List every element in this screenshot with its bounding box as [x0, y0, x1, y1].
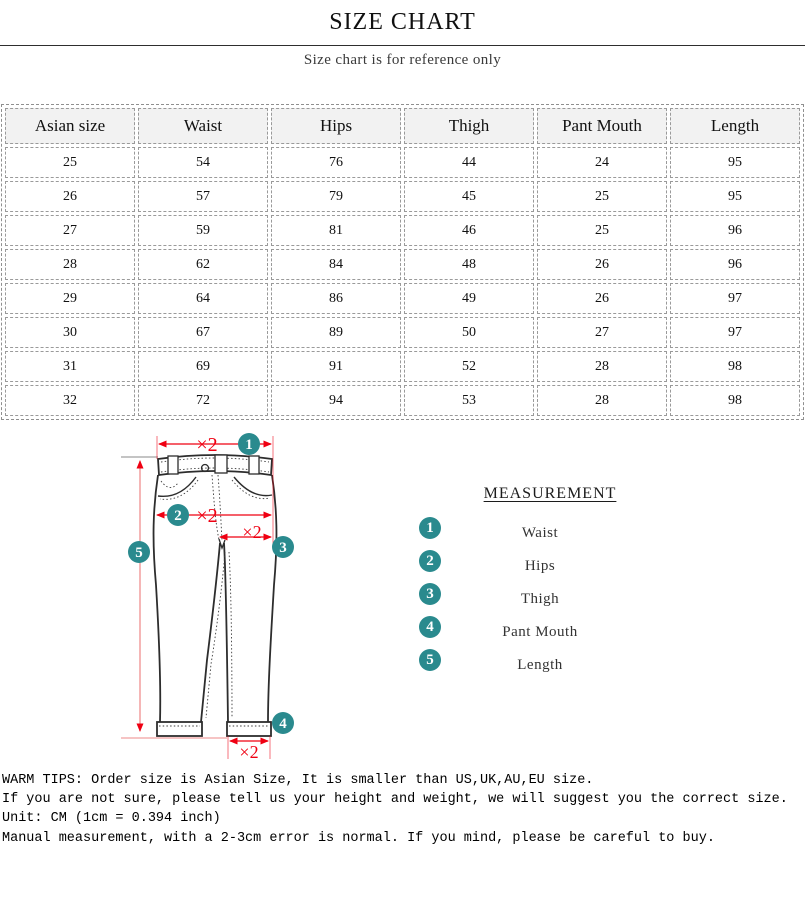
size-cell: 76: [271, 147, 401, 178]
size-cell: 98: [670, 351, 800, 382]
measurement-label: Hips: [524, 558, 556, 574]
size-cell: 28: [5, 249, 135, 280]
column-header: Thigh: [404, 108, 534, 144]
size-cell: 96: [670, 249, 800, 280]
measurement-legend-item: [405, 582, 695, 615]
measurement-number-badge: 2: [419, 550, 441, 572]
size-cell: 81: [271, 215, 401, 246]
column-header: Waist: [138, 108, 268, 144]
warm-tip-line: Manual measurement, with a 2-3cm error is normal. If you mind, please be careful to buy.: [2, 830, 715, 846]
size-cell: 84: [271, 249, 401, 280]
size-row: [5, 283, 800, 314]
size-cell: 45: [404, 181, 534, 212]
thigh-marker: 3: [279, 540, 287, 556]
page-title: SIZE CHART: [329, 9, 476, 35]
size-cell: 91: [271, 351, 401, 382]
size-cell: 24: [537, 147, 667, 178]
size-cell: 27: [537, 317, 667, 348]
dimension-lines: [121, 436, 273, 759]
measurement-label: Waist: [521, 525, 559, 541]
warm-tips: [2, 771, 803, 848]
size-cell: 62: [138, 249, 268, 280]
size-cell: 96: [670, 215, 800, 246]
size-cell: 25: [537, 181, 667, 212]
measurement-label: Length: [517, 657, 563, 673]
size-cell: 54: [138, 147, 268, 178]
pants-measurement-diagram: [100, 420, 400, 780]
size-row: [5, 249, 800, 280]
warm-tip-line: If you are not sure, please tell us your height and weight, we will suggest you the correct size.: [2, 792, 788, 808]
size-cell: 28: [537, 351, 667, 382]
measurement-legend-title: MEASUREMENT: [483, 485, 617, 502]
size-cell: 52: [404, 351, 534, 382]
size-cell: 26: [537, 249, 667, 280]
size-cell: 97: [670, 317, 800, 348]
measurement-legend: [405, 516, 695, 681]
size-cell: 59: [138, 215, 268, 246]
size-cell: 50: [404, 317, 534, 348]
size-cell: 79: [271, 181, 401, 212]
size-table: [1, 104, 804, 420]
measurement-legend-item: [405, 615, 695, 648]
measurement-legend-item: [405, 648, 695, 681]
measurement-legend-item: [405, 549, 695, 582]
pant-mouth-multiplier-label: ×2: [239, 742, 259, 762]
warm-tip-line: Unit: CM (1cm = 0.394 inch): [2, 811, 221, 827]
size-cell: 26: [537, 283, 667, 314]
size-cell: 26: [5, 181, 135, 212]
size-cell: 29: [5, 283, 135, 314]
waist-marker: 1: [245, 437, 253, 453]
warm-tip-line: WARM TIPS: Order size is Asian Size, It is smaller than US,UK,AU,EU size.: [2, 773, 594, 788]
size-cell: 95: [670, 147, 800, 178]
size-cell: 89: [271, 317, 401, 348]
size-cell: 48: [404, 249, 534, 280]
size-cell: 53: [404, 385, 534, 416]
size-cell: 67: [138, 317, 268, 348]
pant-mouth-marker: 4: [279, 716, 287, 732]
column-header: Hips: [271, 108, 401, 144]
pants-drawing: [154, 455, 277, 736]
size-table-head: [5, 108, 800, 144]
multiplier-labels: [196, 434, 261, 762]
size-cell: 86: [271, 283, 401, 314]
table-header-row: [5, 108, 800, 144]
column-header: Length: [670, 108, 800, 144]
size-table-body: [5, 147, 800, 416]
hips-marker: 2: [174, 508, 182, 524]
column-header: Asian size: [5, 108, 135, 144]
size-cell: 94: [271, 385, 401, 416]
measurement-label: Pant Mouth: [502, 624, 578, 640]
measurement-number-badge: 3: [419, 583, 441, 605]
thigh-multiplier-label: ×2: [242, 522, 262, 542]
measurement-label: Thigh: [520, 591, 560, 607]
size-cell: 25: [537, 215, 667, 246]
hips-multiplier-label: ×2: [196, 505, 218, 527]
size-cell: 30: [5, 317, 135, 348]
size-row: [5, 351, 800, 382]
size-cell: 27: [5, 215, 135, 246]
size-cell: 64: [138, 283, 268, 314]
page-subtitle: Size chart is for reference only: [303, 52, 502, 68]
size-row: [5, 215, 800, 246]
waist-multiplier-label: ×2: [196, 434, 218, 456]
size-cell: 25: [5, 147, 135, 178]
size-cell: 57: [138, 181, 268, 212]
title-divider: [0, 45, 805, 46]
column-header: Pant Mouth: [537, 108, 667, 144]
measurement-number-badge: 5: [419, 649, 441, 671]
size-cell: 98: [670, 385, 800, 416]
size-cell: 44: [404, 147, 534, 178]
size-cell: 95: [670, 181, 800, 212]
size-cell: 28: [537, 385, 667, 416]
size-cell: 31: [5, 351, 135, 382]
measurement-number-badge: 4: [419, 616, 441, 638]
size-row: [5, 147, 800, 178]
length-marker: 5: [135, 545, 143, 561]
size-cell: 97: [670, 283, 800, 314]
measurement-legend-item: [405, 516, 695, 549]
size-row: [5, 181, 800, 212]
size-cell: 69: [138, 351, 268, 382]
size-cell: 46: [404, 215, 534, 246]
size-cell: 72: [138, 385, 268, 416]
size-row: [5, 317, 800, 348]
size-row: [5, 385, 800, 416]
measurement-number-badge: 1: [419, 517, 441, 539]
size-cell: 32: [5, 385, 135, 416]
size-cell: 49: [404, 283, 534, 314]
